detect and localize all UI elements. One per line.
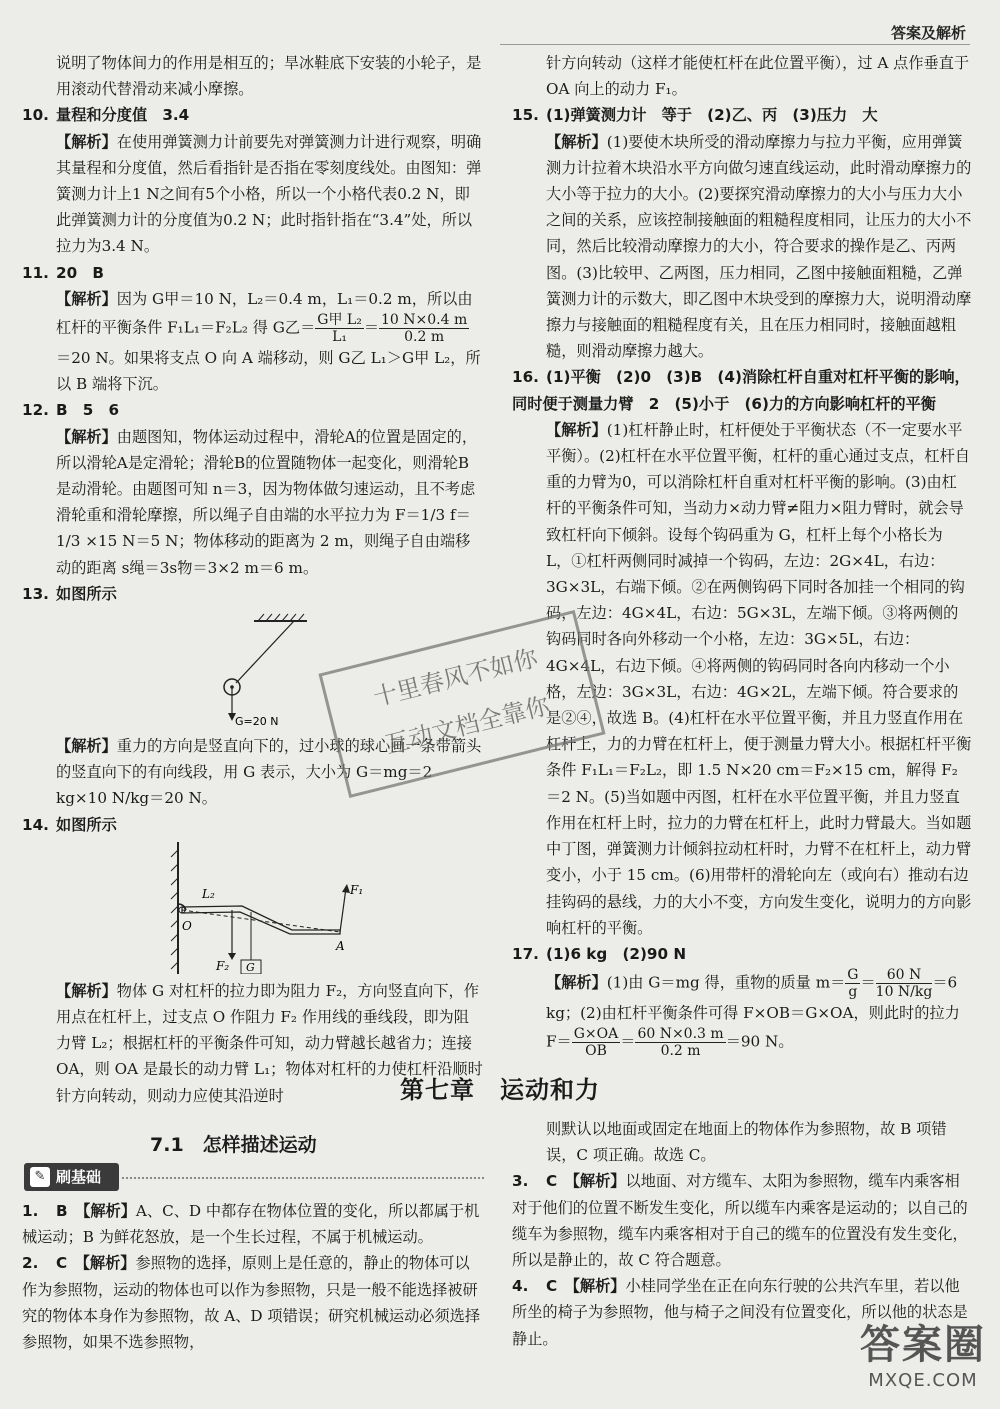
lever-figure <box>22 842 484 974</box>
b-q2: 2. C 【解析】参照物的选择，原则上是任意的，静止的物体可以作为参照物，运动的物体也可以作为参照物，只是一般不能选择被研究的物体本身作为参照物，故 A、D 项错误；研究机械运动必须选择参照物，如果不选参照物， <box>22 1254 481 1352</box>
right-column <box>512 50 972 1059</box>
q14-explain: 【解析】物体 G 对杠杆的拉力即为阻力 F₂，方向竖直向下，作用点在杠杆上，过支点 O 作阻力 F₂ 作用线的垂线段，即为阻力臂 L₂；根据杠杆的平衡条件可知，动力臂越长越省力；连接 OA，则 OA 是最长的动力臂 L₁；物体对杠杆的力使杠杆沿顺时针方向转动，则动力应使其沿逆时 <box>56 981 483 1105</box>
weight-label: G=20 N <box>235 715 279 729</box>
q10-explain: 【解析】在使用弹簧测力计前要先对弹簧测力计进行观察，明确其量程和分度值，然后看指针是否指在零刻度线处。由图知：弹簧测力计上1 N之间有5个小格，所以一个小格代表0.2 N，即此弹簧测力计的分度值为0.2 N；此时指针指在“3.4”处，所以拉力为3.4 N。 <box>56 132 482 256</box>
b-q4: 4. C 【解析】小桂同学坐在正在向东行驶的公共汽车里，若以他所坐的椅子为参照物，他与椅子之间没有位置变化，所以他的状态是静止。 <box>512 1277 968 1348</box>
q16: 16. (1)平衡 (2)0 (3)B (4)消除杠杆自重对杠杆平衡的影响，同时便于测量力臂 2 (5)小于 (6)力的方向影响杠杆的平衡 <box>512 368 970 413</box>
a-label: A <box>336 938 345 953</box>
g-label: G <box>246 960 255 974</box>
fraction: $\frac{G}{g}$ <box>847 967 859 1001</box>
q12: 12. B 5 6 <box>22 401 120 420</box>
page-header: 答案及解析 <box>890 24 966 42</box>
fraction: $\frac{60 N}{10 N/kg}$ <box>875 967 933 1001</box>
q15: 15. (1)弹簧测力计 等于 (2)乙、丙 (3)压力 大 <box>512 106 878 125</box>
chapter-title: 第七章 运动和力 <box>400 1076 600 1104</box>
q13: 13. 如图所示 <box>22 584 117 603</box>
book-icon: ✎ <box>30 1167 50 1187</box>
left-column <box>22 50 484 1109</box>
q11: 11. 20 B <box>22 263 104 282</box>
site-watermark: 答案圈 MXQE.COM <box>860 1322 986 1391</box>
lever-diagram <box>22 842 482 974</box>
b-cont-text: 则默认以地面或固定在地面上的物体作为参照物，故 B 项错误，C 项正确。故选 C。 <box>546 1120 947 1165</box>
cont-text: 针方向转动（这样才能使杠杆在此位置平衡），过 A 点作垂直于 OA 向上的动力 F₁。 <box>546 54 970 99</box>
l2-label: L₂ <box>202 886 215 901</box>
dotted-divider <box>122 1177 484 1179</box>
b-q1: 1. B 【解析】A、C、D 中都存在物体位置的变化，所以都属于机械运动；B 为鲜花怒放，是一个生长过程，不属于机械运动。 <box>22 1202 480 1247</box>
fraction: $\frac{60 N\times 0.3 m}{0.2 m}$ <box>637 1026 724 1060</box>
bottom-left-column <box>22 1198 484 1355</box>
b-q3: 3. C 【解析】以地面、对方缆车、太阳为参照物，缆车内乘客相对于他们的位置不断发生变化，所以缆车内乘客是运动的；以自己的缆车为参照物，缆车内乘客相对于自己的缆车的位置没有发生变化，所以是静止的，故 C 符合题意。 <box>512 1172 968 1270</box>
q10: 10. 量程和分度值 3.4 <box>22 106 190 125</box>
o-label: O <box>182 918 192 933</box>
watermark-stamp: 十里春风不如你 互动文档全靠你 <box>318 610 605 798</box>
intro-text: 说明了物体间力的作用是相互的；旱冰鞋底下安装的小轮子，是用滚动代替滑动来减小摩擦。 <box>56 54 482 99</box>
fraction: $\frac{G\times OA}{OB}$ <box>573 1026 619 1060</box>
q17-explain: 【解析】(1)由 G＝mg 得，重物的质量 m＝ $\frac{G}{g}$ ＝ $\frac{60 N}{10 N/kg}$ ＝6 kg；(2)由杠杆平衡条件可得 F×OB＝G×OA，则此时的拉力 F＝ $\frac{G\times OA}{OB}$ ＝ $\frac{60 N\times 0.3 m}{0.2 m}$ ＝90 N。 <box>546 967 960 1060</box>
q12-explain: 【解析】由题图知，物体运动过程中，滑轮A的位置是固定的，所以滑轮A是定滑轮；滑轮B的位置随物体一起变化，则滑轮B是动滑轮。由题图可知 n＝3，因为物体做匀速运动，且不考虑滑轮重和滑轮摩擦，所以绳子自由端的水平拉力为 F＝1/3 f＝1/3 ×15 N＝5 N；物体移动的距离为 2 m，则绳子自由端移动的距离 s绳＝3s物＝3×2 m＝6 m。 <box>56 427 478 577</box>
fraction: $\frac{\text{G甲 L₂}}{\text{L₁}}$ <box>317 312 362 346</box>
q11-explain: 【解析】因为 G甲＝10 N，L₂＝0.4 m，L₁＝0.2 m，所以由杠杆的平衡条件 F₁L₁＝F₂L₂ 得 G乙＝ $\frac{\text{G甲 L₂}}{\text{L₁}}$ ＝ $\frac{10 N\times 0.4 m}{0.2 m}$ ＝20 N。如果将支点 O 向 A 端移动，则 G乙 L₁＞G甲 L₂，所以 B 端将下沉。 <box>56 289 481 394</box>
f1-label: F₁ <box>350 882 364 897</box>
practice-badge: ✎ 刷基础 <box>24 1163 119 1191</box>
q13-explain: 【解析】重力的方向是竖直向下的，过小球的球心画一条带箭头的竖直向下的有向线段，用 G 表示，大小为 G＝mg＝2 kg×10 N/kg＝20 N。 <box>56 737 482 808</box>
header-rule <box>500 44 970 45</box>
q14: 14. 如图所示 <box>22 815 117 834</box>
q16-explain: 【解析】(1)杠杆静止时，杠杆便处于平衡状态（不一定要水平平衡）。(2)杠杆在水平位置平衡，杠杆的重心通过支点，杠杆自重的力臂为0，可以消除杠杆自重对杠杆平衡的影响。(3)由杠杆的平衡条件可知，当动力×动力臂≠阻力×阻力臂时，就会导致杠杆向下倾斜。设每个钩码重为 G，杠杆上每个小格长为 L，①杠杆两侧同时减掉一个钩码，左边：2G×4L，右边：3G×3L，右端下倾。②在两侧钩码下同时各加挂一个相同的钩码，左边：4G×4L，右边：5G×3L，左端下倾。③将两侧的钩码同时各向外移动一个小格，左边：3G×5L，右边：4G×4L，右边下倾。④将两侧的钩码同时各向内移动一个小格，左边：3G×3L，右边：4G×2L，左端下倾。符合要求的是②④，故选 B。(4)杠杆在水平位置平衡，并且力竖直作用在杠杆上，力的力臂在杠杆上，便于测量力臂大小。根据杠杆平衡条件 F₁L₁＝F₂L₂，即 1.5 N×20 cm＝F₂×15 cm，解得 F₂＝2 N。(5)当如题中丙图，杠杆在水平位置平衡，并且力竖直作用在杠杆上时，拉力的力臂在杠杆上，此时力臂最大。当如题中丁图，弹簧测力计倾斜拉动杠杆时，力臂不在杠杆上，动力臂变小，小于 15 cm。(6)用带杆的滑轮向左（或向右）推动右边挂钩码的悬线，力的大小不变，方向发生变化，说明力的方向影响杠杆的平衡。 <box>546 420 972 937</box>
q17: 17. (1)6 kg (2)90 N <box>512 944 687 963</box>
q15-explain: 【解析】(1)要使木块所受的滑动摩擦力与拉力平衡，应用弹簧测力计拉着木块沿水平方向做匀速直线运动，此时滑动摩擦力的大小等于拉力的大小。(2)要探究滑动摩擦力的大小与压力大小之间的关系，应该控制接触面的粗糙程度相同，让压力的大小不同，然后比较滑动摩擦力的大小，符合要求的操作是乙、丙两图。(3)比较甲、乙两图，压力相同，乙图中接触面粗糙，乙弹簧测力计的示数大，即乙图中木块受到的摩擦力大，说明滑动摩擦力与接触面的粗糙程度有关，且在压力相同时，接触面越粗糙，则滑动摩擦力越大。 <box>546 132 972 361</box>
section-title: 7.1 怎样描述运动 <box>150 1134 317 1156</box>
f2-label: F₂ <box>216 958 230 973</box>
fraction: $\frac{10 N\times 0.4 m}{0.2 m}$ <box>381 312 468 346</box>
